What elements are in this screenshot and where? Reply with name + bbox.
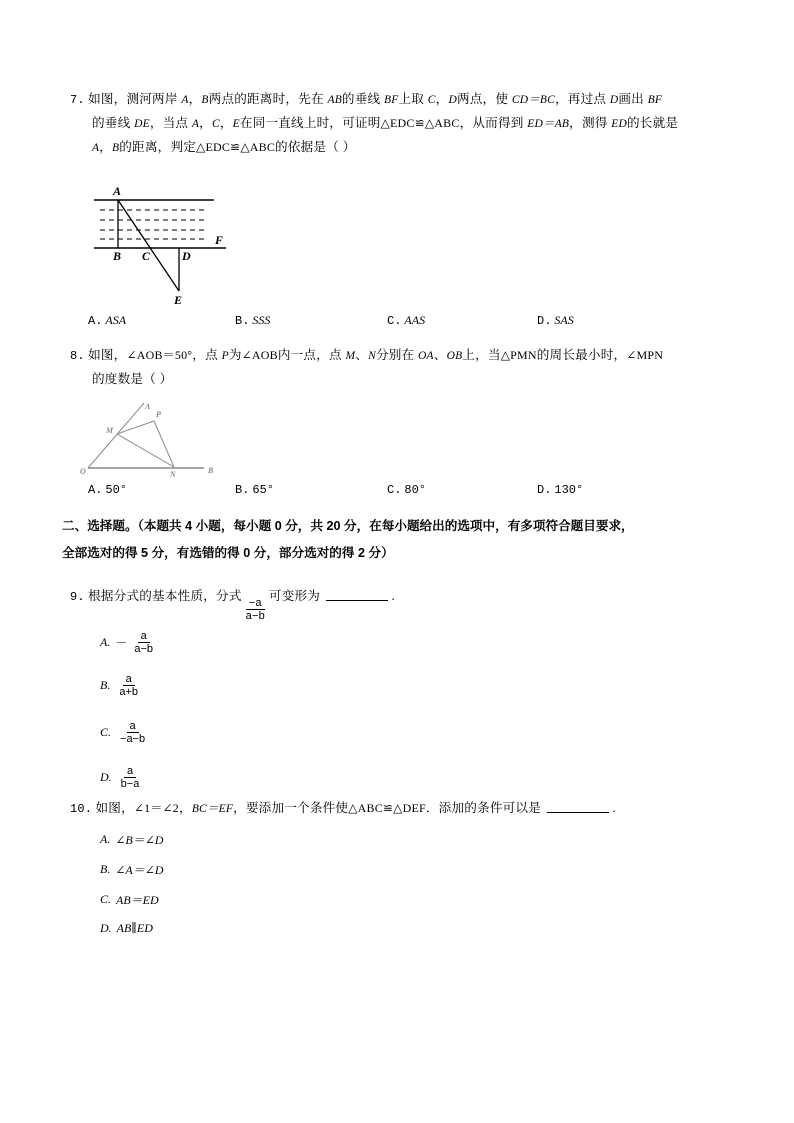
question-10-answer-blank[interactable] xyxy=(547,801,609,813)
question-10-line-1: 10. 如图，∠1＝∠2，BC＝EF，要添加一个条件使△ABC≌△DEF．添加的条件可以是 . xyxy=(70,801,617,816)
question-7-line-3 xyxy=(70,136,732,160)
question-9-option-d[interactable]: D. $\frac{a}{b-a}$ xyxy=(100,765,143,791)
question-9-stem-fraction xyxy=(243,597,268,623)
question-8-option-d[interactable]: D. 130° xyxy=(537,483,584,497)
section-heading-line-1: 二、选择题。（本题共 4 小题，每小题 0 分，共 20 分，在每小题给出的选项中，有多项符合题目要求， xyxy=(62,519,634,533)
question-10-option-c[interactable]: C. AB＝ED xyxy=(100,892,159,907)
figure-label-f: F xyxy=(215,233,224,247)
question-9-line-1-tail: 可变形为 xyxy=(268,589,321,603)
question-9-text xyxy=(70,585,732,623)
question-7-line-2-content: 的垂线 DE，当点 A，C，E在同一直线上时，可证明△EDC≌△ABC，从而得到 ED＝AB，测得 ED的长就是 xyxy=(92,116,679,130)
question-8-line-1-content: 如图，∠AOB＝50°，点 P为∠AOB内一点，点 M、N分别在 OA、OB上，当△PMN的周长最小时，∠MPN xyxy=(88,348,664,362)
question-8-option-b[interactable]: B. 65° xyxy=(235,483,275,497)
option-b-fraction: $\frac{a}{a+b}$ xyxy=(119,673,139,699)
question-10-line-1-content: 如图，∠1＝∠2，BC＝EF，要添加一个条件使△ABC≌△DEF．添加的条件可以是 xyxy=(95,801,542,815)
question-7-option-b[interactable]: B. SSS xyxy=(235,313,271,328)
figure-label-b: B xyxy=(113,249,122,263)
question-7-text xyxy=(70,88,732,160)
question-9-line-1-content: 根据分式的基本性质，分式 xyxy=(88,589,242,603)
figure-label-m: M xyxy=(106,426,114,435)
figure-label-e: E xyxy=(174,293,183,307)
figure-label-a: A xyxy=(145,402,151,411)
figure-label-c: C xyxy=(142,249,151,263)
option-c-fraction: $\frac{a}{-a-b}$ xyxy=(120,720,146,746)
option-a-fraction: $\frac{a}{a-b}$ xyxy=(134,630,154,656)
question-7-line-2 xyxy=(70,112,732,136)
option-a-minus-sign: － xyxy=(115,636,128,651)
figure-label-a: A xyxy=(113,184,122,198)
question-9-answer-blank[interactable] xyxy=(326,589,388,601)
question-7-line-1 xyxy=(70,88,732,112)
figure-label-o: O xyxy=(80,467,86,476)
question-8-text xyxy=(70,344,732,391)
fraction-numerator: −a xyxy=(246,597,265,610)
question-7-line-1-content: 如图，测河两岸 A，B两点的距离时，先在 AB的垂线 BF上取 C，D两点，使 CD＝BC，再过点 D画出 BF xyxy=(88,92,663,106)
question-8-line-2 xyxy=(70,368,732,391)
section-heading-line-2: 全部选对的得 5 分，有选错的得 0 分，部分选对的得 2 分） xyxy=(62,546,394,560)
question-7-figure xyxy=(86,178,246,313)
question-7-option-d[interactable]: D. SAS xyxy=(537,313,574,328)
question-7-line-3-content: A，B的距离，判定△EDC≌△ABC的依据是（ ） xyxy=(92,140,356,154)
question-7-options xyxy=(88,313,748,328)
question-10-option-d[interactable]: D. AB∥ED xyxy=(100,921,153,935)
figure-label-n: N xyxy=(170,470,176,479)
question-8-options xyxy=(88,483,748,497)
question-7-option-c[interactable]: C. AAS xyxy=(387,313,426,328)
question-7-option-a[interactable]: A. ASA xyxy=(88,313,127,328)
option-d-fraction: $\frac{a}{b-a}$ xyxy=(120,765,140,791)
question-10-option-b[interactable]: B. ∠A＝∠D xyxy=(100,862,164,877)
question-10-option-a[interactable]: A. ∠B＝∠D xyxy=(100,832,164,847)
question-9-number: 9. xyxy=(70,590,85,604)
question-8-option-a[interactable]: A. 50° xyxy=(88,483,128,497)
fraction-denominator: a−b xyxy=(245,610,265,623)
question-8-line-2-content: 的度数是（ ） xyxy=(92,372,173,386)
figure-label-b: B xyxy=(208,466,214,475)
figure-label-p: P xyxy=(156,410,161,419)
question-9-option-c[interactable]: C. $\frac{a}{-a-b}$ xyxy=(100,720,149,746)
question-10-number: 10. xyxy=(70,802,93,816)
figure-label-d: D xyxy=(182,249,191,263)
question-10-text xyxy=(70,797,732,821)
question-9-option-b[interactable]: B. $\frac{a}{a+b}$ xyxy=(100,673,142,699)
question-8-number: 8. xyxy=(70,349,85,363)
question-9-option-a[interactable]: A. － $\frac{a}{a-b}$ xyxy=(100,630,157,656)
question-8-line-1 xyxy=(70,344,732,368)
question-8-option-c[interactable]: C. 80° xyxy=(387,483,427,497)
question-8-figure xyxy=(78,396,228,481)
question-9-line-1: 9. 根据分式的基本性质，分式 $\frac{-a}{a-b}$ 可变形为 . xyxy=(70,589,396,623)
question-7-number: 7. xyxy=(70,93,85,107)
section-heading xyxy=(62,513,742,567)
